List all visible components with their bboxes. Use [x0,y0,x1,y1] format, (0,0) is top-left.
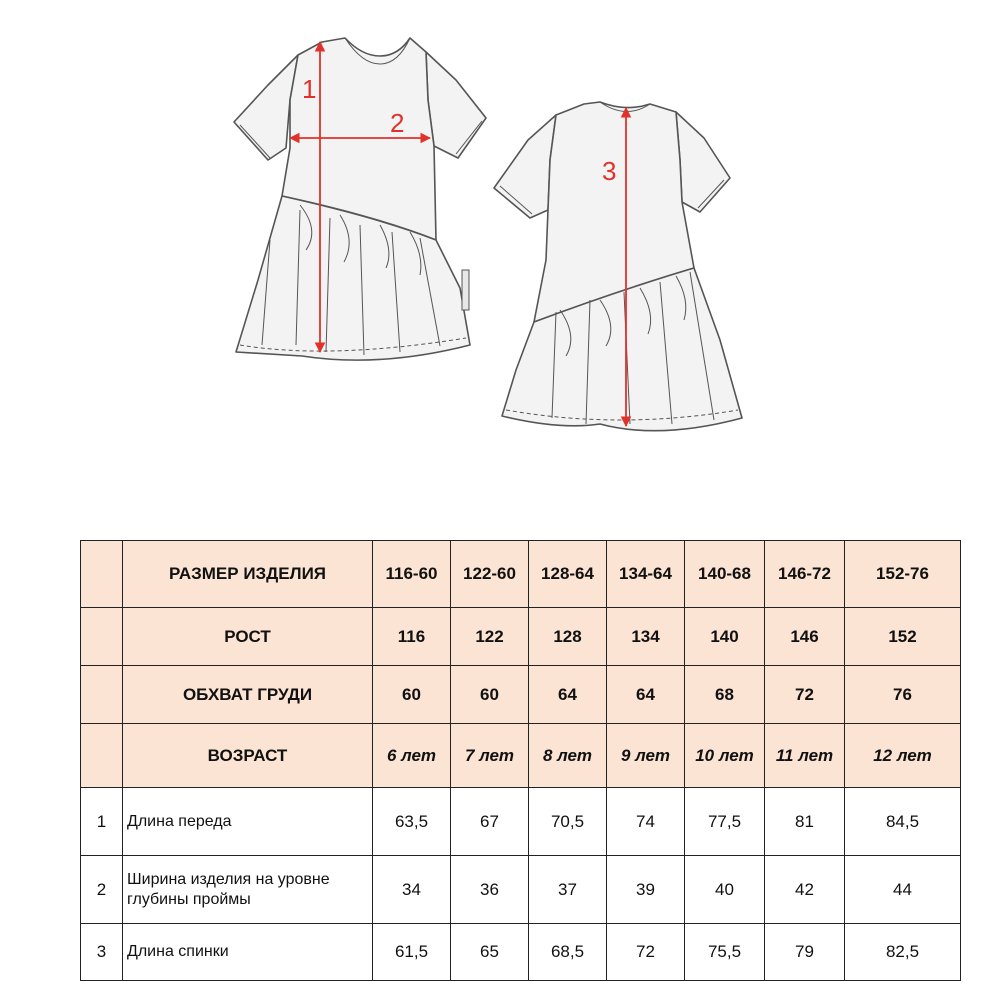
header-value-cell: 60 [373,666,451,724]
header-value-cell: 60 [451,666,529,724]
measurement-value-cell: 79 [765,924,845,981]
measurement-value-cell: 72 [607,924,685,981]
measurement-label: Длина переда [123,788,373,856]
header-value-cell: 12 лет [845,724,961,788]
measurement-value-cell: 74 [607,788,685,856]
measure-label-2: 2 [390,108,405,138]
header-value-cell: 6 лет [373,724,451,788]
measurement-value-cell: 67 [451,788,529,856]
header-value-cell: 146 [765,608,845,666]
measurement-value-cell: 37 [529,856,607,924]
header-value-cell: 64 [529,666,607,724]
header-value-cell: 11 лет [765,724,845,788]
header-value-cell: 146-72 [765,541,845,608]
front-view [234,38,486,360]
header-value-cell: 64 [607,666,685,724]
measurement-value-cell: 40 [685,856,765,924]
header-row [81,666,961,724]
measurement-label: Длина спинки [123,924,373,981]
header-row [81,541,961,608]
header-value-cell: 72 [765,666,845,724]
header-label: ОБХВАТ ГРУДИ [123,666,373,724]
measurement-value-cell: 81 [765,788,845,856]
measurement-value-cell: 68,5 [529,924,607,981]
header-value-cell: 9 лет [607,724,685,788]
measurement-value-cell: 70,5 [529,788,607,856]
header-value-cell: 76 [845,666,961,724]
header-label: РАЗМЕР ИЗДЕЛИЯ [123,541,373,608]
back-right-sleeve [676,112,730,212]
header-value-cell: 116-60 [373,541,451,608]
header-value-cell: 122 [451,608,529,666]
measurement-value-cell: 44 [845,856,961,924]
header-label: ВОЗРАСТ [123,724,373,788]
row-number-cell [81,724,123,788]
measurement-row [81,788,961,856]
front-left-sleeve [234,55,298,160]
measurement-row [81,856,961,924]
size-table [80,540,961,981]
header-value-cell: 128-64 [529,541,607,608]
header-row [81,608,961,666]
header-value-cell: 134 [607,608,685,666]
measurement-value-cell: 63,5 [373,788,451,856]
front-right-sleeve [426,52,486,158]
row-number-cell [81,541,123,608]
header-value-cell: 152-76 [845,541,961,608]
measurement-value-cell: 61,5 [373,924,451,981]
header-row [81,724,961,788]
header-value-cell: 152 [845,608,961,666]
header-value-cell: 68 [685,666,765,724]
measurement-label: Ширина изделия на уровне глубины проймы [123,856,373,924]
header-value-cell: 122-60 [451,541,529,608]
measurement-value-cell: 82,5 [845,924,961,981]
header-value-cell: 134-64 [607,541,685,608]
header-value-cell: 116 [373,608,451,666]
measure-label-1: 1 [302,74,317,104]
header-value-cell: 140 [685,608,765,666]
row-number-cell [81,666,123,724]
measurement-value-cell: 42 [765,856,845,924]
measurement-value-cell: 75,5 [685,924,765,981]
back-left-sleeve [494,115,556,218]
header-value-cell: 7 лет [451,724,529,788]
header-value-cell: 128 [529,608,607,666]
measurement-value-cell: 36 [451,856,529,924]
back-view [494,102,742,431]
measurement-value-cell: 77,5 [685,788,765,856]
measurement-row [81,924,961,981]
measurement-value-cell: 34 [373,856,451,924]
measurement-value-cell: 65 [451,924,529,981]
measurement-value-cell: 39 [607,856,685,924]
measurement-value-cell: 84,5 [845,788,961,856]
measurement-number: 2 [81,856,123,924]
measurement-number: 3 [81,924,123,981]
back-skirt [502,268,742,431]
row-number-cell [81,608,123,666]
header-value-cell: 140-68 [685,541,765,608]
header-value-cell: 8 лет [529,724,607,788]
measure-label-3: 3 [602,156,617,186]
header-label: РОСТ [123,608,373,666]
measurement-number: 1 [81,788,123,856]
header-value-cell: 10 лет [685,724,765,788]
